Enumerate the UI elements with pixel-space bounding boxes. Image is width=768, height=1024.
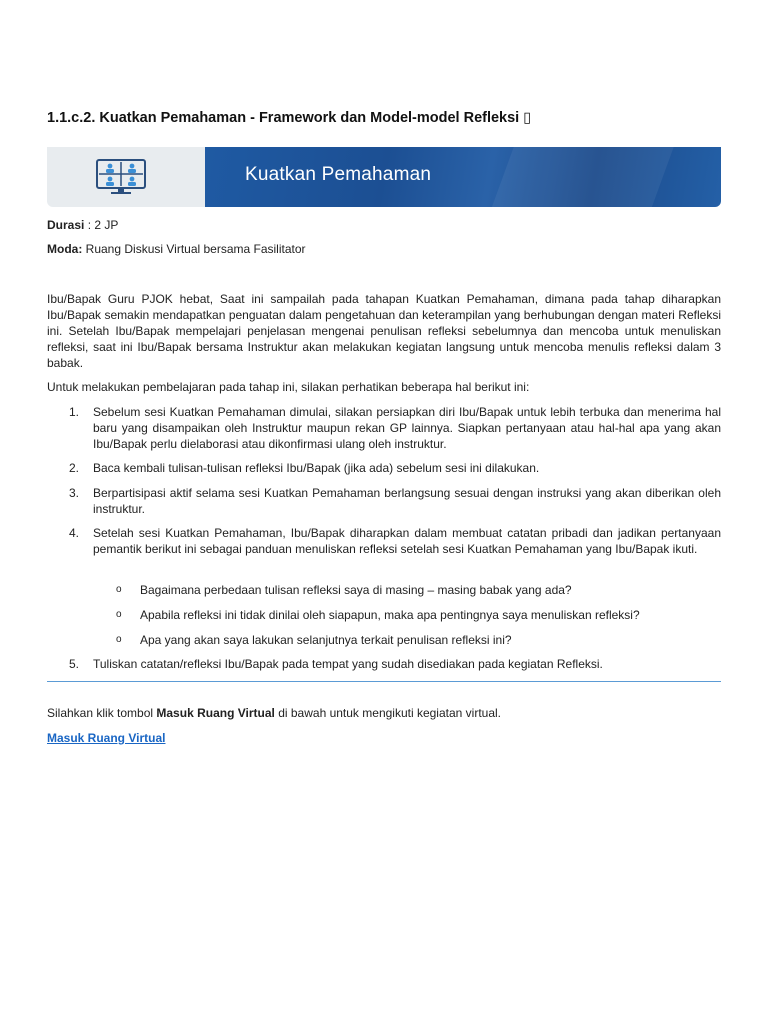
mode-value: Ruang Diskusi Virtual bersama Fasilitator — [82, 242, 306, 256]
bullet-icon: o — [116, 584, 122, 595]
list-item-text: Sebelum sesi Kuatkan Pemahaman dimulai, silakan persiapkan diri Ibu/Bapak untuk lebih terbuka dan menerima hal baru yang disampaikan oleh Instruktur maupun rekan GP lainnya. Siapkan pertanyaan atau hal-hal apa yang akan Ibu/Bapak perlu dielaborasi atau dikonfirmasi ulang oleh instruktur. — [93, 405, 721, 451]
banner-icon-panel — [47, 147, 205, 207]
cta-suffix: di bawah untuk mengikuti kegiatan virtual. — [274, 706, 502, 720]
sub-list-item-text: Apa yang akan saya lakukan selanjutnya terkait penulisan refleksi ini? — [140, 633, 512, 647]
duration-line — [47, 218, 118, 232]
cta-bold: Masuk Ruang Virtual — [156, 706, 275, 720]
list-item-number: 4. — [69, 526, 80, 540]
list-item-text: Tuliskan catatan/refleksi Ibu/Bapak pada tempat yang sudah disediakan pada kegiatan Refleksi. — [93, 657, 603, 671]
list-item-number: 2. — [69, 461, 80, 475]
section-divider — [47, 681, 721, 682]
page-title: 1.1.c.2. Kuatkan Pemahaman - Framework dan Model-model Refleksi ▯ — [47, 110, 532, 126]
cta-instruction — [47, 706, 501, 720]
intro-paragraph: Ibu/Bapak Guru PJOK hebat, Saat ini sampailah pada tahapan Kuatkan Pemahaman, dimana pada tahap diharapkan Ibu/Bapak semakin mendapatkan penguatan dalam pengetahuan dan keterampilan yang berhubungan dengan materi Refleksi ini. Setelah Ibu/Bapak mempelajari penjelasan mengenai penulisan refleksi sebelumnya dan mencoba untuk menuliskan refleksi, saat ini Ibu/Bapak bersama Instruktur akan melakukan kegiatan langsung untuk mencoba menulis refleksi dalam 3 babak. — [47, 292, 721, 370]
bullet-icon: o — [116, 634, 122, 645]
mode-label: Moda: — [47, 242, 83, 256]
list-item-number: 3. — [69, 486, 80, 500]
section-banner — [47, 147, 721, 207]
mode-line — [47, 242, 306, 256]
list-item-text: Berpartisipasi aktif selama sesi Kuatkan Pemahaman berlangsung sesuai dengan instruksi yang akan diberikan oleh instruktur. — [93, 486, 721, 516]
duration-label: Durasi — [47, 218, 85, 232]
duration-value: : 2 JP — [84, 218, 119, 232]
bullet-icon: o — [116, 609, 122, 620]
list-item-text: Baca kembali tulisan-tulisan refleksi Ibu/Bapak (jika ada) sebelum sesi ini dilakukan. — [93, 461, 540, 475]
cta-prefix: Silahkan klik tombol — [47, 706, 157, 720]
banner-title: Kuatkan Pemahaman — [245, 164, 432, 185]
list-item-number: 5. — [69, 657, 80, 671]
list-item-number: 1. — [69, 405, 80, 419]
lead-in-paragraph: Untuk melakukan pembelajaran pada tahap ini, silakan perhatikan beberapa hal berikut ini: — [47, 380, 530, 394]
sub-list-item-text: Bagaimana perbedaan tulisan refleksi saya di masing – masing babak yang ada? — [140, 583, 572, 597]
sub-list-item-text: Apabila refleksi ini tidak dinilai oleh siapapun, maka apa pentingnya saya menuliskan refleksi? — [140, 608, 640, 622]
video-conference-icon — [96, 159, 146, 195]
enter-virtual-room-link[interactable]: Masuk Ruang Virtual — [47, 731, 166, 745]
list-item-text: Setelah sesi Kuatkan Pemahaman, Ibu/Bapak diharapkan dalam membuat catatan pribadi dan jadikan pertanyaan pemantik berikut ini sebagai panduan menuliskan refleksi setelah sesi Kuatkan Pemahaman yang Ibu/Bapak ikuti. — [93, 526, 721, 556]
